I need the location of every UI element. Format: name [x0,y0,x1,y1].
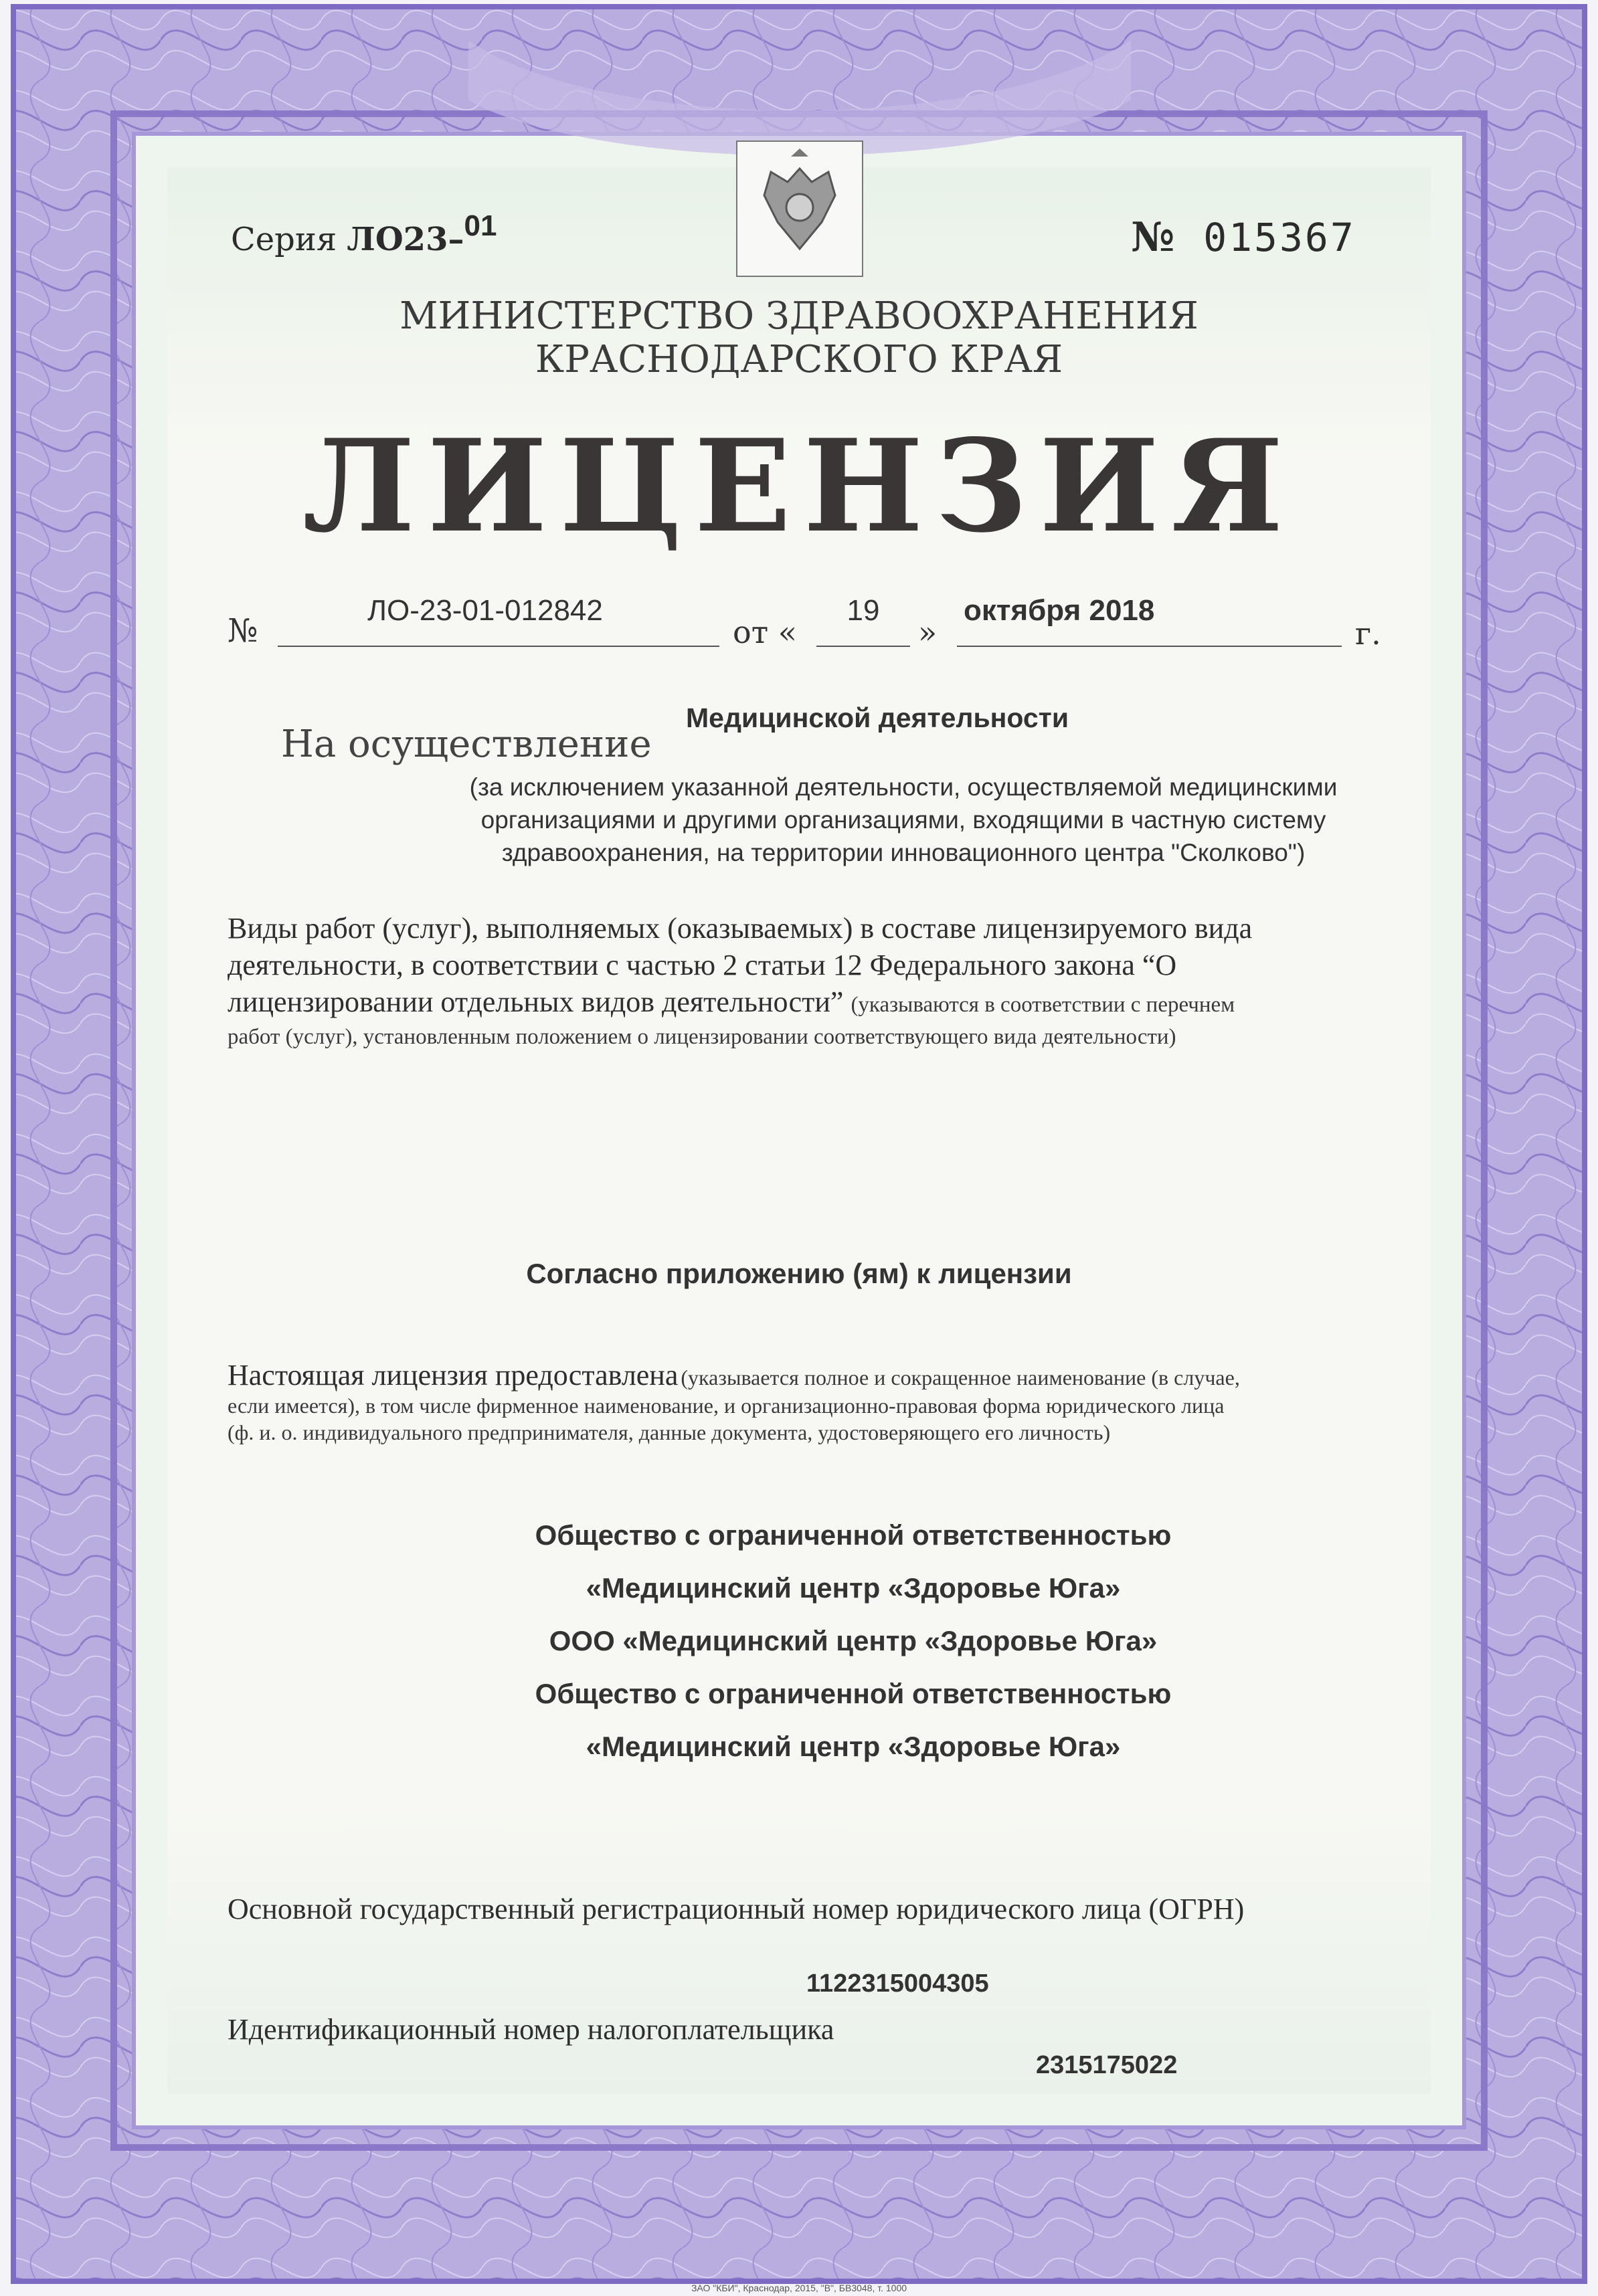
from-label: от « [733,614,797,650]
day-underline [816,646,910,647]
license-number-value: ЛО-23-01-012842 [367,594,603,627]
works-line3-small: (указываются в соответствии с перечнем [851,993,1235,1017]
works-text [228,910,1379,1050]
emblem-frame [736,140,863,277]
grantee-line1 [228,1358,1379,1392]
ogrn-value: 1122315004305 [806,1970,989,1998]
year-suffix: г. [1355,615,1381,652]
inn-value: 2315175022 [1036,2051,1178,2079]
grantee-name-5: «Медицинский центр «Здоровье Юга» [586,1731,1121,1762]
grantee-name-4: Общество с ограниченной ответственностью [535,1678,1172,1709]
inn-label: Идентификационный номер налогоплательщика [228,2013,834,2046]
number-value: 015367 [1203,215,1356,260]
series-value: ЛО23– [347,221,464,258]
works-line4: работ (услуг), установленным положением о лицензировании соответствующего вида деятельности) [228,1025,1176,1049]
grantee-name-2: «Медицинский центр «Здоровье Юга» [586,1572,1121,1604]
russian-coat-of-arms-icon [737,142,862,276]
activity-note-line3: здравоохранения, на территории инновационного центра "Сколково") [501,839,1306,866]
form-number [1131,214,1356,261]
activity-label: На осуществление [281,723,652,766]
month-year-underline [957,646,1342,647]
day-value: 19 [847,594,880,627]
quote-close: » [918,614,938,650]
activity-note-line1: (за исключением указанной деятельности, осуществляемой медицинскими [469,773,1338,801]
grantee-names [201,1509,1506,1773]
ogrn-label: Основной государственный регистрационный номер юридического лица (ОГРН) [228,1893,1245,1925]
grantee-note-line3: (ф. и. о. индивидуального предпринимателя, данные документа, удостоверяющего его личность) [228,1420,1111,1444]
grantee-note-line1: (указывается полное и сокращенное наименование (в случае, [681,1365,1240,1390]
series-label [231,209,497,258]
grantee-name-3: ООО «Медицинский центр «Здоровье Юга» [549,1625,1158,1656]
activity-note [402,771,1405,869]
document-title: ЛИЦЕНЗИЯ [302,411,1296,561]
works-line2: деятельности, в соответствии с частью 2 статьи 12 Федерального закона “О [228,949,1177,981]
series-label-text: Серия [231,221,337,258]
issuer-line1: МИНИСТЕРСТВО ЗДРАВООХРАНЕНИЯ [400,294,1198,338]
works-line3-main: лицензировании отдельных видов деятельности” [228,985,844,1018]
month-year-value: октября 2018 [964,594,1155,627]
works-value: Согласно приложению (ям) к лицензии [526,1258,1072,1289]
license-number-underline [278,646,719,647]
grantee-label: Настоящая лицензия предоставлена [228,1359,679,1392]
works-line1: Виды работ (услуг), выполняемых (оказываемых) в составе лицензируемого вида [228,912,1253,945]
number-sign: № [1131,214,1175,261]
printer-note: ЗАО "КБИ", Краснодар, 2015, "В", БВ3048, т. 1000 [691,2283,907,2293]
grantee-note-line2: если имеется), в том числе фирменное наименование, и организационно-правовая форма юридического лица [228,1394,1225,1418]
works-line3 [228,983,1379,1024]
activity-note-line2: организациями и другими организациями, входящими в частную систему [480,806,1326,834]
license-number-sign: № [228,612,258,650]
grantee-block [228,1358,1379,1446]
series-suffix: 01 [464,209,497,242]
grantee-name-1: Общество с ограниченной ответственностью [535,1519,1172,1551]
activity-value: Медицинской деятельности [686,702,1069,733]
issuer-line2: КРАСНОДАРСКОГО КРАЯ [535,338,1063,381]
